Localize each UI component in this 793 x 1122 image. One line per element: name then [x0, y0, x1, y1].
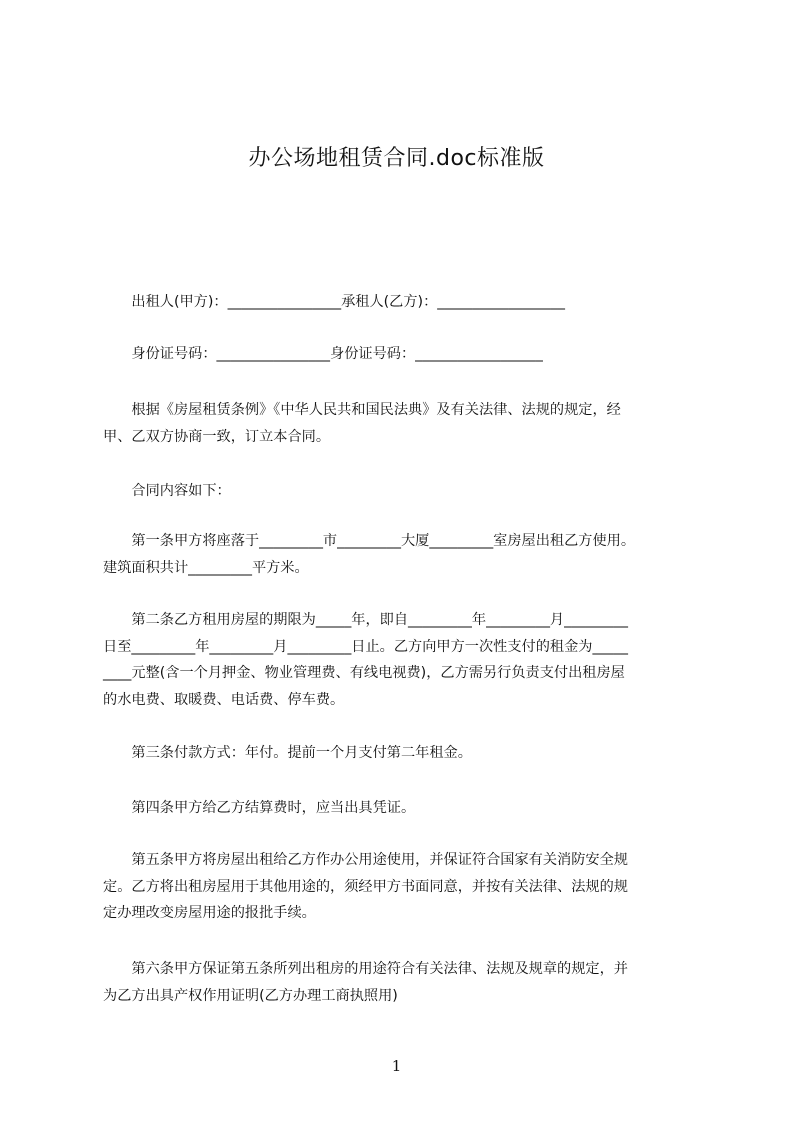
text-line: 建筑面积共计_________平方米。	[103, 559, 309, 576]
text-line: ____元整(含一个月押金、物业管理费、有线电视费)，乙方需另行负责支付出租房屋	[103, 665, 625, 681]
text-line: 第二条乙方租用房屋的期限为_____年，即自_________年_________月_________	[103, 612, 628, 628]
text-line: 第六条甲方保证第五条所列出租房的用途符合有关法律、法规及规章的规定，并	[103, 961, 628, 977]
text-line: 身份证号码：________________身份证号码：__________________	[103, 346, 543, 362]
text-line: 甲、乙双方协商一致，订立本合同。	[103, 428, 331, 445]
article-3-paragraph	[103, 740, 699, 767]
page-number: 1	[391, 1057, 402, 1075]
text-line: 定办理改变房屋用途的报批手续。	[103, 905, 316, 921]
text-line: 第四条甲方给乙方结算费时，应当出具凭证。	[103, 800, 416, 816]
text-line: 第三条付款方式：年付。提前一个月支付第二年租金。	[103, 745, 472, 761]
text-line: 日至_________年_________月_________日止。乙方向甲方一次性支付的租金为_____	[103, 638, 628, 655]
article-2-paragraph	[103, 607, 699, 713]
article-4-paragraph	[103, 795, 699, 822]
text-line: 出租人(甲方)：________________承租人(乙方)：__________________	[103, 294, 565, 310]
text-line: 第一条甲方将座落于_________市_________大厦_________室房屋出租乙方使用。	[103, 533, 636, 549]
preamble-paragraph	[103, 397, 699, 450]
text-line: 根据《房屋租赁条例》《中华人民共和国民法典》及有关法律、法规的规定，经	[103, 402, 621, 418]
text-line: 定。乙方将出租房屋用于其他用途的，须经甲方书面同意，并按有关法律、法规的规	[103, 878, 628, 895]
document-title: 办公场地租赁合同.doc标准版	[248, 146, 545, 171]
text-line: 的水电费、取暖费、电话费、停车费。	[103, 691, 345, 708]
parties-lessor-line	[103, 289, 699, 316]
article-1-paragraph	[103, 528, 699, 581]
parties-id-line	[103, 341, 699, 368]
text-line: 合同内容如下：	[103, 483, 231, 499]
article-5-paragraph	[103, 847, 699, 927]
contents-heading	[103, 478, 699, 505]
text-line: 第五条甲方将房屋出租给乙方作办公用途使用，并保证符合国家有关消防安全规	[103, 852, 628, 868]
article-6-paragraph	[103, 956, 699, 1009]
text-line: 为乙方出具产权作用证明(乙方办理工商执照用)	[103, 987, 398, 1004]
